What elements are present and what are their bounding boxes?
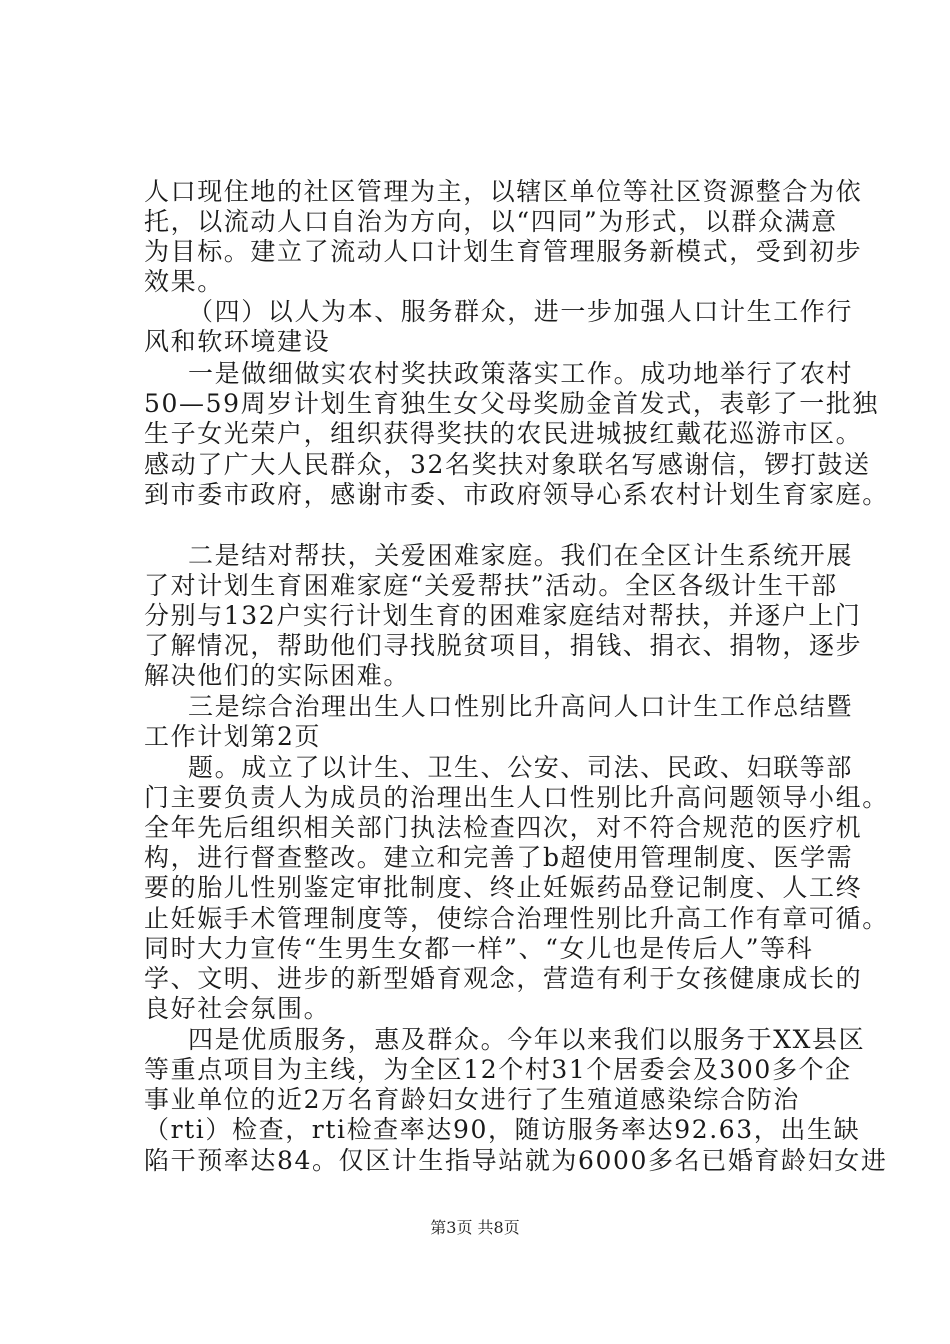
- paragraph-line: 效果。: [144, 267, 224, 296]
- paragraph-line: 事业单位的近2万名育龄妇女进行了生殖道感染综合防治: [144, 1085, 800, 1114]
- paragraph-line: 陷干预率达84。仅区计生指导站就为6000多名已婚育龄妇女进: [144, 1146, 888, 1175]
- paragraph-line: 门主要负责人为成员的治理出生人口性别比升高问题领导小组。: [144, 783, 889, 812]
- paragraph-line: 到市委市政府，感谢市委、市政府领导心系农村计划生育家庭。: [144, 480, 889, 509]
- paragraph-line: 分别与132户实行计划生育的困难家庭结对帮扶，并逐户上门: [144, 601, 862, 630]
- paragraph-line: 学、文明、进步的新型婚育观念，营造有利于女孩健康成长的: [144, 964, 863, 993]
- paragraph-line: 止妊娠手术管理制度等，使综合治理性别比升高工作有章可循。: [144, 904, 889, 933]
- paragraph-line: 全年先后组织相关部门执法检查四次，对不符合规范的医疗机: [144, 813, 863, 842]
- paragraph-line: 50—59周岁计划生育独生女父母奖励金首发式，表彰了一批独: [144, 389, 880, 418]
- paragraph-line: 良好社会氛围。: [144, 994, 331, 1023]
- paragraph-line: 生子女光荣户，组织获得奖扶的农民进城披红戴花巡游市区。: [144, 419, 863, 448]
- paragraph-line: 人口现住地的社区管理为主，以辖区单位等社区资源整合为依: [144, 177, 863, 206]
- paragraph-line: 二是结对帮扶，关爱困难家庭。我们在全区计生系统开展: [188, 541, 854, 570]
- paragraph-line: 要的胎儿性别鉴定审批制度、终止妊娠药品登记制度、人工终: [144, 873, 863, 902]
- paragraph-line: 一是做细做实农村奖扶政策落实工作。成功地举行了农村: [188, 359, 854, 388]
- paragraph-line: 等重点项目为主线，为全区12个村31个居委会及300多个企: [144, 1055, 852, 1084]
- paragraph-line: 题。成立了以计生、卫生、公安、司法、民政、妇联等部: [188, 753, 854, 782]
- paragraph-line: （rti）检查，rti检查率达90，随访服务率达92.63，出生缺: [144, 1115, 861, 1144]
- paragraph-line: 托，以流动人口自治为方向，以“四同”为形式，以群众满意: [144, 207, 838, 236]
- paragraph-line: 同时大力宣传“生男生女都一样”、“女儿也是传后人”等科: [144, 934, 814, 963]
- paragraph-line: 解决他们的实际困难。: [144, 661, 411, 690]
- paragraph-line: 了对计划生育困难家庭“关爱帮扶”活动。全区各级计生干部: [144, 571, 838, 600]
- section-heading-line: 风和软环境建设: [144, 327, 331, 356]
- page-footer: 第3页 共8页: [430, 1218, 520, 1237]
- paragraph-line: 工作计划第2页: [144, 722, 322, 751]
- paragraph-line: 三是综合治理出生人口性别比升高问人口计生工作总结暨: [188, 692, 854, 721]
- paragraph-line: 为目标。建立了流动人口计划生育管理服务新模式，受到初步: [144, 237, 863, 266]
- paragraph-line: 感动了广大人民群众，32名奖扶对象联名写感谢信，锣打鼓送: [144, 450, 871, 479]
- section-heading-line: （四）以人为本、服务群众，进一步加强人口计生工作行: [188, 297, 854, 326]
- paragraph-line: 了解情况，帮助他们寻找脱贫项目，捐钱、捐衣、捐物，逐步: [144, 631, 863, 660]
- paragraph-line: 构，进行督查整改。建立和完善了b超使用管理制度、医学需: [144, 843, 854, 872]
- paragraph-line: 四是优质服务，惠及群众。今年以来我们以服务于XX县区: [188, 1025, 866, 1054]
